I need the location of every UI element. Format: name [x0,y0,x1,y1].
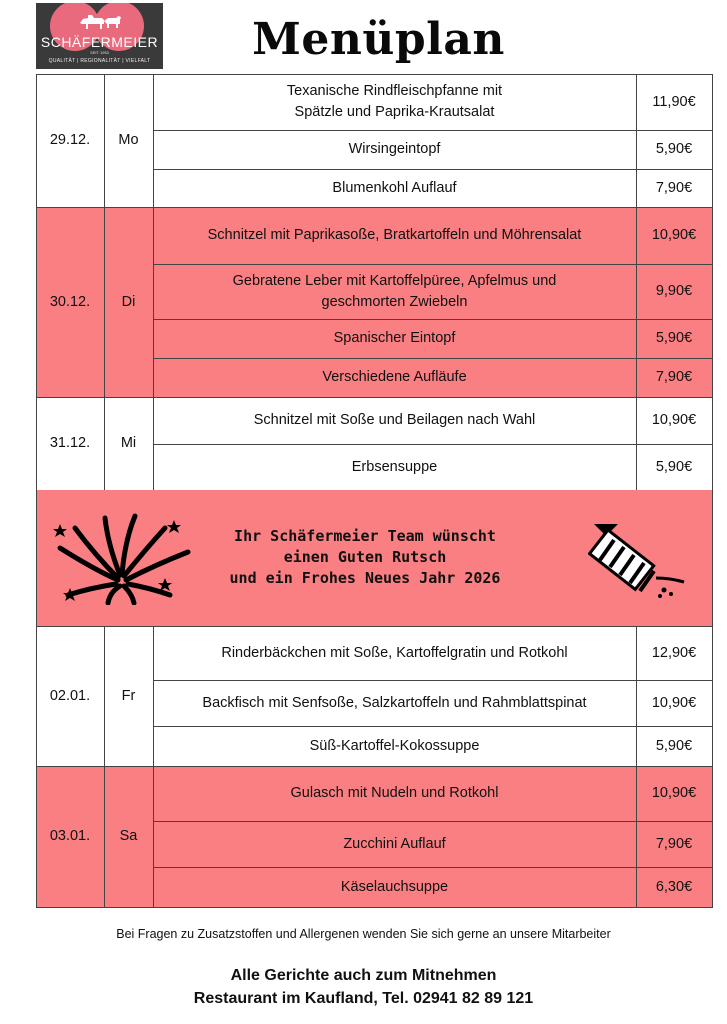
table-rule [712,207,713,398]
table-rule [104,766,105,908]
table-rule [153,319,713,320]
table-rule [104,626,105,767]
table-rule [153,207,154,398]
greeting-line-2: einen Guten Rutsch [283,548,447,566]
dish-name: Rinderbäckchen mit Soße, Kartoffelgratin und Rotkohl [221,644,568,661]
dish-name: Gulasch mit Nudeln und Rotkohl [290,785,499,801]
day-weekday: Di [121,293,136,310]
dish-name: Texanische Rindfleischpfanne mit Spätzle und Paprika-Krautsalat [286,83,503,120]
table-rule [636,626,637,767]
day-weekday: Mi [120,435,137,451]
table-rule [712,490,713,627]
table-rule [36,766,37,908]
day-date: 31.12. [49,435,91,451]
dish-price: 5,90€ [655,737,693,754]
greeting-text [200,526,530,589]
table-rule [104,74,105,208]
dish-name: Zucchini Auflauf [343,835,446,852]
day-weekday: Fr [121,687,136,704]
dish-price: 12,90€ [651,644,697,661]
dish-price: 10,90€ [651,694,697,711]
table-rule [36,74,713,75]
table-rule [153,821,713,822]
dish-price: 11,90€ [652,93,696,110]
dish-name: Blumenkohl Auflauf [332,179,457,196]
table-rule [153,397,154,491]
table-rule [36,626,37,767]
dish-name: Spanischer Eintopf [333,330,456,346]
dish-name: Erbsensuppe [351,458,438,475]
logo-brand: SCHÄFERMEIER [40,34,159,50]
dish-price: 10,90€ [651,785,697,801]
day-date: 03.01. [49,828,91,844]
table-rule [153,726,713,727]
table-rule [36,207,713,208]
table-rule [153,169,713,170]
dish-price: 5,90€ [655,141,693,157]
table-rule [636,397,637,491]
dish-name: Schnitzel mit Paprikasoße, Bratkartoffeln und Möhrensalat [207,227,582,243]
table-rule [153,130,713,131]
table-rule [712,626,713,767]
table-rule [712,766,713,908]
table-rule [36,626,713,627]
table-rule [636,74,637,208]
greeting-line-1: Ihr Schäfermeier Team wünscht [234,527,496,545]
table-rule [153,264,713,265]
table-rule [36,907,713,908]
logo-established: SEIT 1953 [90,50,109,55]
table-rule [712,397,713,491]
table-rule [153,626,154,767]
day-date: 02.01. [49,687,91,704]
fireworks-icon [50,510,195,605]
table-rule [153,74,154,208]
dish-name: Süß-Kartoffel-Kokossuppe [309,737,480,754]
table-rule [153,444,713,445]
table-rule [153,358,713,359]
dish-price: 5,90€ [655,330,693,346]
dish-name: Wirsingeintopf [348,141,441,157]
dish-price: 10,90€ [651,227,697,243]
day-date: 30.12. [49,293,91,310]
dish-price: 7,90€ [655,369,693,385]
day-weekday: Sa [119,828,138,844]
table-rule [636,766,637,908]
firework-rocket-icon [588,520,688,600]
dish-price: 6,30€ [655,878,693,895]
greeting-line-3: und ein Frohes Neues Jahr 2026 [229,569,501,587]
dish-name: Gebratene Leber mit Kartoffelpüree, Apfelmus und geschmorten Zwiebeln [232,272,557,310]
table-rule [36,74,37,208]
dish-name: Schnitzel mit Soße und Beilagen nach Wahl [253,412,536,428]
table-rule [153,867,713,868]
dish-name: Käselauchsuppe [340,878,449,895]
table-rule [153,680,713,681]
dish-price: 5,90€ [655,458,693,475]
table-rule [712,74,713,208]
table-rule [153,766,154,908]
table-rule [36,397,713,398]
table-rule [36,207,37,398]
takeaway-note: Alle Gerichte auch zum Mitnehmen [230,967,497,984]
dish-name: Backfisch mit Senfsoße, Salzkartoffeln und Rahmblattspinat [202,694,587,711]
table-rule [36,490,37,627]
page-title: Menüplan [252,14,505,65]
table-rule [36,397,37,491]
allergen-note: Bei Fragen zu Zusatzstoffen und Allergenen wenden Sie sich gerne an unsere Mitarbeiter [116,927,611,941]
day-weekday: Mo [118,132,139,148]
logo-tagline: QUALITÄT | REGIONALITÄT | VIELFALT [48,58,151,64]
table-rule [36,766,713,767]
dish-price: 7,90€ [655,179,693,196]
dish-price: 9,90€ [655,283,693,299]
restaurant-info: Restaurant im Kaufland, Tel. 02941 82 89 121 [193,990,534,1007]
dish-price: 7,90€ [655,835,693,852]
table-rule [104,397,105,491]
table-rule [104,207,105,398]
dish-name: Verschiedene Aufläufe [322,369,467,385]
table-rule [636,207,637,398]
dish-price: 10,90€ [651,412,697,428]
day-date: 29.12. [49,132,91,148]
